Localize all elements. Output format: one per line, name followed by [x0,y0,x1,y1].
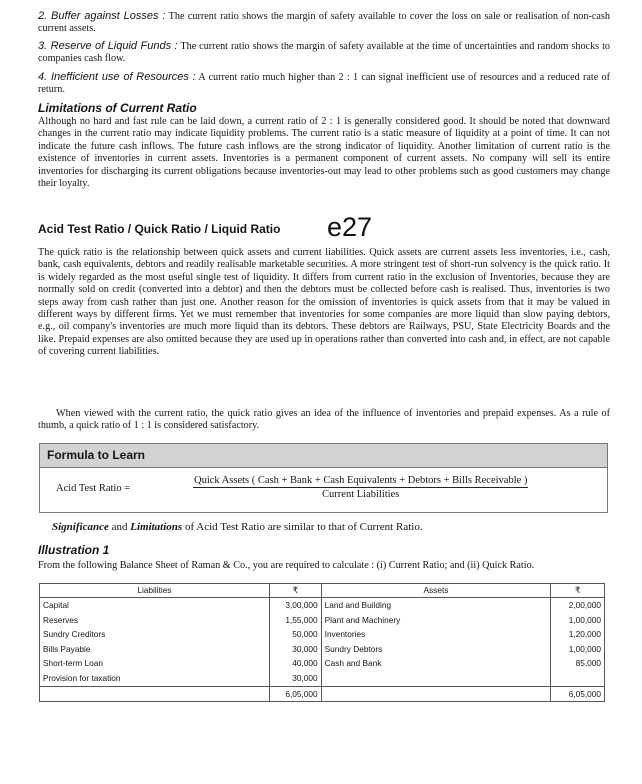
formula-heading: Formula to Learn [40,444,607,468]
asset-name: Sundry Debtors [321,642,551,657]
total-blank [40,686,270,702]
asset-name: Plant and Machinery [321,613,551,628]
acid-test-heading: Acid Test Ratio / Quick Ratio / Liquid Ratio [38,222,281,236]
liability-amount: 30,000 [269,642,321,657]
liability-name: Capital [40,598,270,613]
formula-numerator: Quick Assets ( Cash + Bank + Cash Equivalents + Debtors + Bills Receivable ) [194,475,528,486]
assets-total: 6,05,000 [551,686,605,702]
point-text: The current ratio shows the margin of safety available at the time of uncertainties and random shocks to companies cash flow. [38,41,611,65]
header-liabilities: Liabilities [40,584,270,598]
liability-amount: 1,55,000 [269,613,321,628]
limitations-paragraph: Although no hard and fast rule can be laid down, a current ratio of 2 : 1 is generally considered good. It should be noted that downward changes in the current ratio may indicate liquidity problems. The current ratio is a static measure of liquidity at a point of time. It can not indicate the future cash inflows. The future cash inflows are the strong indicator of liquidity. Another limitation of current ratio is the existence of inventories in current assets. Inventories is a permanent component of current assets. No company will sell its entire inventories for discharging its current obligations because inventories-out may lead to other problems such as good customers may change their loyalty. [38,116,610,190]
asset-amount: 1,00,000 [551,613,605,628]
point-label: 4. Inefficient use of Resources : [38,71,196,83]
liability-amount: 50,000 [269,627,321,642]
point-buffer-against-losses [38,10,610,36]
liability-name: Provision for taxation [40,671,270,686]
point-inefficient-use-of-resources [38,71,610,97]
point-reserve-of-liquid-funds [38,40,610,66]
table-row [40,671,605,686]
significance-line [52,521,423,533]
asset-name: Inventories [321,627,551,642]
header-assets: Assets [321,584,551,598]
asset-name [321,671,551,686]
formula-label: Acid Test Ratio = [56,483,131,494]
table-header-row [40,584,605,598]
table-row [40,598,605,613]
point-text: The current ratio shows the margin of safety available to cover the loss on sale or realisation of non-cash current assets. [38,11,610,35]
formula-fraction [193,475,528,500]
balance-sheet-table [39,583,605,702]
asset-amount: 85,000 [551,656,605,671]
total-blank [321,686,551,702]
formula-box [39,443,608,513]
formula-denominator: Current Liabilities [322,489,400,500]
liability-name: Sundry Creditors [40,627,270,642]
significance-rest: of Acid Test Ratio are similar to that of Current Ratio. [182,521,423,533]
asset-name: Cash and Bank [321,656,551,671]
asset-amount: 1,20,000 [551,627,605,642]
asset-amount: 2,00,000 [551,598,605,613]
table-total-row [40,686,605,702]
asset-amount: 1,00,000 [551,642,605,657]
point-text: A current ratio much higher than 2 : 1 can signal inefficient use of resources and a reduced rate of return. [38,72,610,96]
liability-amount: 3,00,000 [269,598,321,613]
table-row [40,627,605,642]
point-label: 3. Reserve of Liquid Funds : [38,40,178,52]
asset-amount [551,671,605,686]
header-rupee-1: ₹ [269,584,321,598]
liability-name: Reserves [40,613,270,628]
acid-test-paragraph-2: When viewed with the current ratio, the quick ratio gives an idea of the influence of inventories and prepaid expenses. As a rule of thumb, a quick ratio of 1 : 1 is considered satisfactory. [38,408,610,432]
table-row [40,642,605,657]
acid-test-paragraph-1: The quick ratio is the relationship between quick assets and current liabilities. Quick assets are current assets less inventories, i.e., cash, bank, cash equivalents, debtors and readily realisable marketable securities. A more stringent test of short-run solvency is the quick ratio. It is widely regarded as the most useful single test of liquidity. It differs from current ratio in the exclusion of Inventories, because they are normally sold on credit (converted into a debtor) and then the debtors must be collected before cash is realised. Thus, inventories is two steps away from cash rather than just one. Another reason for the omission of inventories is quick assets from that it may be valued in different ways by different firms. Yet we must remember that inventories for some companies are more liquid than slow paying debtors, e.g., oil company's inventories are much more liquid than its debtors. These debtors are Railways, PSU, State Electricity Boards and the like. Prepaid expenses are also omitted because they are used up in operations rather than converted into cash and, in effect, are not capable of covering current liabilities. [38,247,610,358]
illustration-text: From the following Balance Sheet of Raman & Co., you are required to calculate : (i) Current Ratio; and (ii) Quick Ratio. [38,560,535,571]
limitations-heading: Limitations of Current Ratio [38,101,197,115]
illustration-heading: Illustration 1 [38,543,110,557]
significance-and: and [108,521,131,533]
liability-amount: 40,000 [269,656,321,671]
liability-amount: 30,000 [269,671,321,686]
point-label: 2. Buffer against Losses : [38,10,166,22]
liabilities-total: 6,05,000 [269,686,321,702]
page-code-overlay: e27 [327,212,373,242]
asset-name: Land and Building [321,598,551,613]
header-rupee-2: ₹ [551,584,605,598]
table-row [40,656,605,671]
liability-name: Short-term Loan [40,656,270,671]
significance-word: Significance [52,521,109,533]
liability-name: Bills Payable [40,642,270,657]
table-row [40,613,605,628]
limitations-word: Limitations [130,521,183,533]
